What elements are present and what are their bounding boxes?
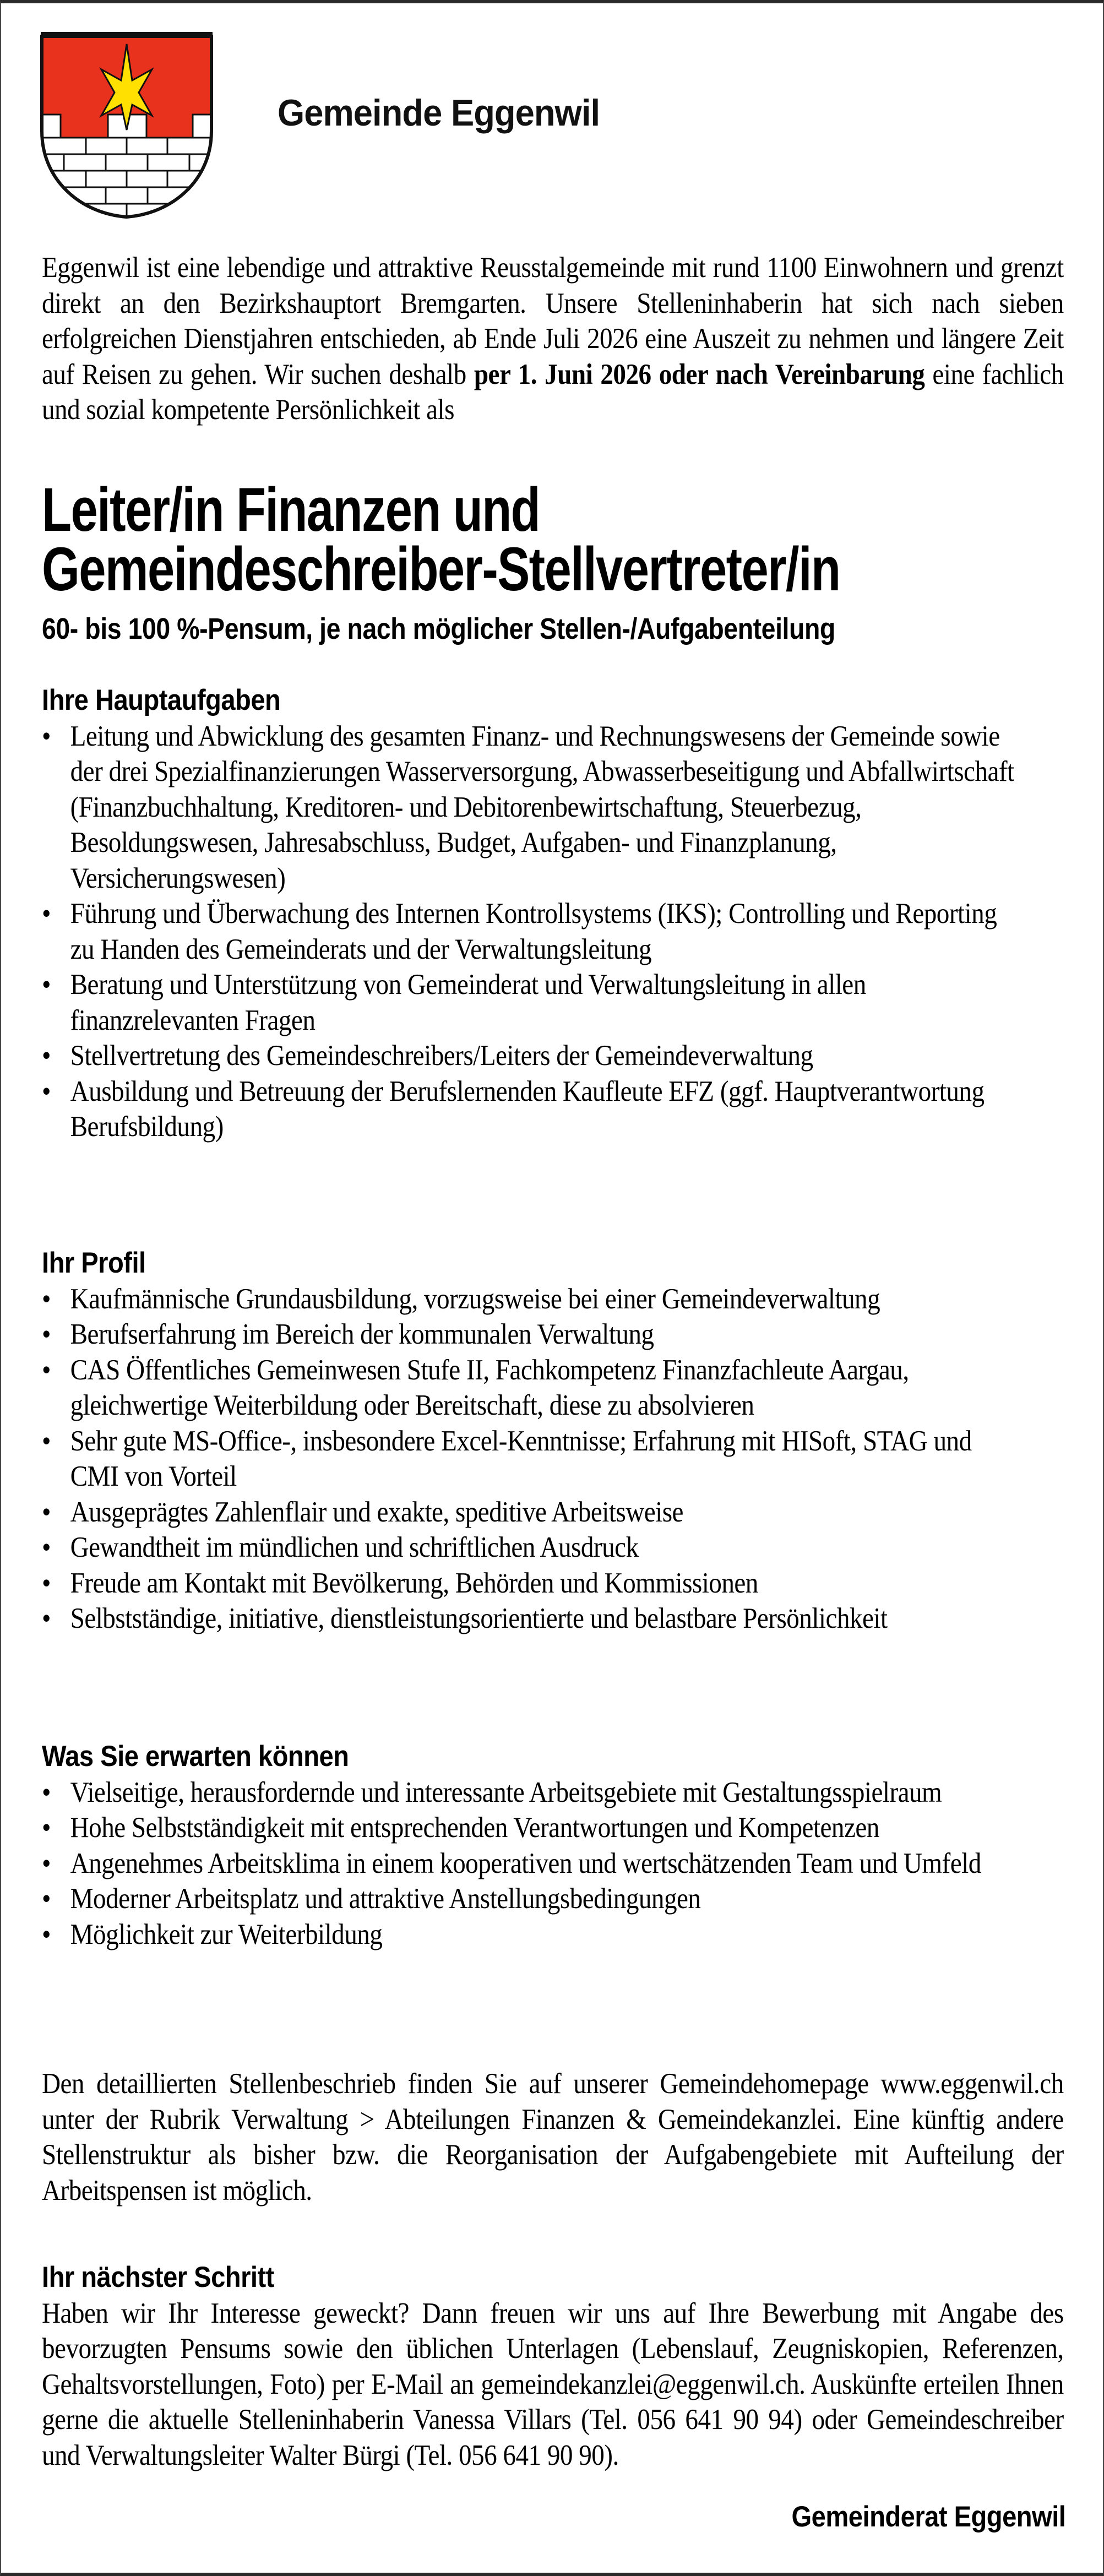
list-item-text: Vielseitige, herausfordernde und interessante Arbeitsgebiete mit Gestaltungsspielraum bbox=[70, 1776, 942, 1808]
details-text-1: Den detaillierten Stellenbeschrieb finden Sie auf unserer Gemeindehomepage bbox=[42, 2068, 881, 2100]
intro-text-1: Eggenwil ist eine lebendige und attraktive Reusstalgemeinde mit rund 1100 Einwohnern und grenzt direkt an den Bezirkshauptort Bremgarten. Unsere Stelleninhaberin hat sich nach sieben erfolgreichen Dienstjahren entschieden, ab Ende Juli 2026 eine Auszeit zu nehmen und längere Zeit auf Reisen zu gehen. Wir suchen deshalb bbox=[42, 252, 1064, 390]
section-benefits bbox=[42, 1739, 1022, 1952]
section-heading: Ihre Hauptaufgaben bbox=[42, 684, 281, 716]
main-tasks-list bbox=[42, 719, 1022, 1145]
list-item bbox=[42, 896, 1022, 967]
bullet-icon: • bbox=[42, 1847, 51, 1879]
bullet-icon: • bbox=[42, 1318, 51, 1350]
coat-of-arms-icon bbox=[40, 32, 214, 219]
email-link[interactable]: gemeindekanzlei@eggenwil.ch bbox=[481, 2368, 800, 2400]
section-next-step bbox=[42, 2260, 1064, 2473]
bullet-icon: • bbox=[42, 1776, 51, 1808]
list-item-text: Kaufmännische Grundausbildung, vorzugsweise bei einer Gemeindeverwaltung bbox=[70, 1282, 880, 1315]
section-heading: Ihr nächster Schritt bbox=[42, 2261, 274, 2294]
list-item bbox=[42, 1281, 1022, 1317]
bullet-icon: • bbox=[42, 1075, 51, 1107]
list-item-text: Moderner Arbeitsplatz und attraktive Anstellungsbedingungen bbox=[70, 1883, 701, 1915]
list-item bbox=[42, 967, 1022, 1038]
website-link[interactable]: www.eggenwil.ch bbox=[880, 2068, 1064, 2100]
list-item-text: Möglichkeit zur Weiterbildung bbox=[70, 1918, 383, 1950]
bullet-icon: • bbox=[42, 1883, 51, 1915]
bullet-icon: • bbox=[42, 1496, 51, 1528]
bullet-icon: • bbox=[42, 1425, 51, 1457]
next-step-text-2: . Auskünfte erteilen Ihnen gerne die aktuelle Stelleninhaberin Vanessa Villars (Tel. 056 641 90 94) oder Gemeindeschreiber und Verwaltungsleiter Walter Bürgi (Tel. 056 641 90 90). bbox=[42, 2368, 1064, 2471]
list-item bbox=[42, 1566, 1022, 1601]
bullet-icon: • bbox=[42, 1918, 51, 1950]
list-item-text: Angenehmes Arbeitsklima in einem kooperativen und wertschätzenden Team und Umfeld bbox=[70, 1847, 981, 1879]
list-item bbox=[42, 1810, 1022, 1846]
list-item bbox=[42, 1530, 1022, 1566]
list-item-text: Freude am Kontakt mit Bevölkerung, Behörden und Kommissionen bbox=[70, 1567, 758, 1599]
list-item-text: Leitung und Abwicklung des gesamten Finanz- und Rechnungswesens der Gemeinde sowie der drei Spezialfinanzierungen Wasserversorgung, Abwasserbeseitigung und Abfallwirtschaft (Finanzbuchhaltung, Kreditoren- und Debitorenbewirtschaftung, Steuerbezug, Besoldungswesen, Jahresabschluss, Budget, Aufgaben- und Finanzplanung, Versicherungswesen) bbox=[70, 720, 1014, 894]
list-item-text: Ausbildung und Betreuung der Berufslernenden Kaufleute EFZ (ggf. Hauptverantwortung Berufsbildung) bbox=[70, 1075, 985, 1143]
details-text-2: unter der Rubrik Verwaltung > Abteilungen Finanzen & Gemeindekanzlei. Eine künftig andere Stellenstruktur als bisher bzw. die Reorganisation der Aufgabengebiete mit Aufteilung der Arbeitspensen ist möglich. bbox=[42, 2103, 1064, 2207]
list-item bbox=[42, 1423, 1022, 1494]
list-item bbox=[42, 1494, 1022, 1530]
bullet-icon: • bbox=[42, 1354, 51, 1386]
section-profile bbox=[42, 1246, 1022, 1637]
bullet-icon: • bbox=[42, 1531, 51, 1563]
section-heading: Was Sie erwarten können bbox=[42, 1740, 349, 1773]
workload-subtitle: 60- bis 100 %-Pensum, je nach möglicher Stellen-/Aufgabenteilung bbox=[42, 612, 835, 645]
job-title-line-1: Leiter/in Finanzen und bbox=[42, 475, 540, 544]
list-item-text: Berufserfahrung im Bereich der kommunalen Verwaltung bbox=[70, 1318, 654, 1350]
bullet-icon: • bbox=[42, 1602, 51, 1634]
list-item bbox=[42, 1038, 1022, 1074]
section-main-tasks bbox=[42, 683, 1022, 1145]
list-item-text: Beratung und Unterstützung von Gemeinderat und Verwaltungsleitung in allen finanzrelevanten Fragen bbox=[70, 969, 866, 1036]
bullet-icon: • bbox=[42, 898, 51, 930]
list-item bbox=[42, 1846, 1022, 1882]
list-item bbox=[42, 1074, 1022, 1145]
list-item-text: Sehr gute MS-Office-, insbesondere Excel-Kenntnisse; Erfahrung mit HISoft, STAG und CMI von Vorteil bbox=[70, 1425, 972, 1492]
list-item-text: Stellvertretung des Gemeindeschreibers/Leiters der Gemeindeverwaltung bbox=[70, 1040, 813, 1072]
job-title-line-2: Gemeindeschreiber-Stellvertreter/in bbox=[42, 535, 840, 604]
bullet-icon: • bbox=[42, 1567, 51, 1599]
list-item bbox=[42, 1317, 1022, 1352]
list-item-text: Hohe Selbstständigkeit mit entsprechenden Verantwortungen und Kompetenzen bbox=[70, 1812, 879, 1844]
profile-list bbox=[42, 1281, 1022, 1637]
bullet-icon: • bbox=[42, 1282, 51, 1315]
list-item bbox=[42, 1917, 1022, 1953]
list-item bbox=[42, 719, 1022, 896]
intro-text-2: eine fachlich und sozial kompetente Persönlichkeit als bbox=[42, 358, 1064, 426]
list-item bbox=[42, 1352, 1022, 1423]
bullet-icon: • bbox=[42, 969, 51, 1001]
signature: Gemeinderat Eggenwil bbox=[791, 2501, 1065, 2533]
intro-paragraph bbox=[42, 250, 1064, 428]
next-step-text-1: Haben wir Ihr Interesse geweckt? Dann freuen wir uns auf Ihre Bewerbung mit Angabe des bevorzugten Pensums sowie den üblichen Unterlagen (Lebenslauf, Zeugniskopien, Referenzen, Gehaltsvorstellungen, Foto) per E-Mail an bbox=[42, 2297, 1064, 2400]
bullet-icon: • bbox=[42, 720, 51, 752]
list-item-text: Gewandtheit im mündlichen und schriftlichen Ausdruck bbox=[70, 1531, 639, 1563]
details-paragraph bbox=[42, 2066, 1064, 2208]
list-item-text: Führung und Überwachung des Internen Kontrollsystems (IKS); Controlling und Reporting zu Handen des Gemeinderats und der Verwaltungsleitung bbox=[70, 898, 997, 965]
list-item bbox=[42, 1881, 1022, 1917]
job-title bbox=[42, 475, 1086, 604]
list-item bbox=[42, 1775, 1022, 1811]
benefits-list bbox=[42, 1775, 1022, 1953]
start-date-highlight: per 1. Juni 2026 oder nach Vereinbarung bbox=[474, 358, 925, 390]
next-step-text bbox=[42, 2296, 1064, 2474]
bullet-icon: • bbox=[42, 1040, 51, 1072]
list-item-text: Ausgeprägtes Zahlenflair und exakte, speditive Arbeitsweise bbox=[70, 1496, 683, 1528]
list-item-text: Selbstständige, initiative, dienstleistungsorientierte und belastbare Persönlichkeit bbox=[70, 1602, 888, 1634]
organization-title: Gemeinde Eggenwil bbox=[278, 92, 600, 134]
details-text bbox=[42, 2066, 1064, 2208]
section-heading: Ihr Profil bbox=[42, 1247, 146, 1279]
list-item-text: CAS Öffentliches Gemeinwesen Stufe II, Fachkompetenz Finanzfachleute Aargau, gleichwertige Weiterbildung oder Bereitschaft, diese zu absolvieren bbox=[70, 1354, 909, 1421]
bullet-icon: • bbox=[42, 1812, 51, 1844]
list-item bbox=[42, 1601, 1022, 1637]
